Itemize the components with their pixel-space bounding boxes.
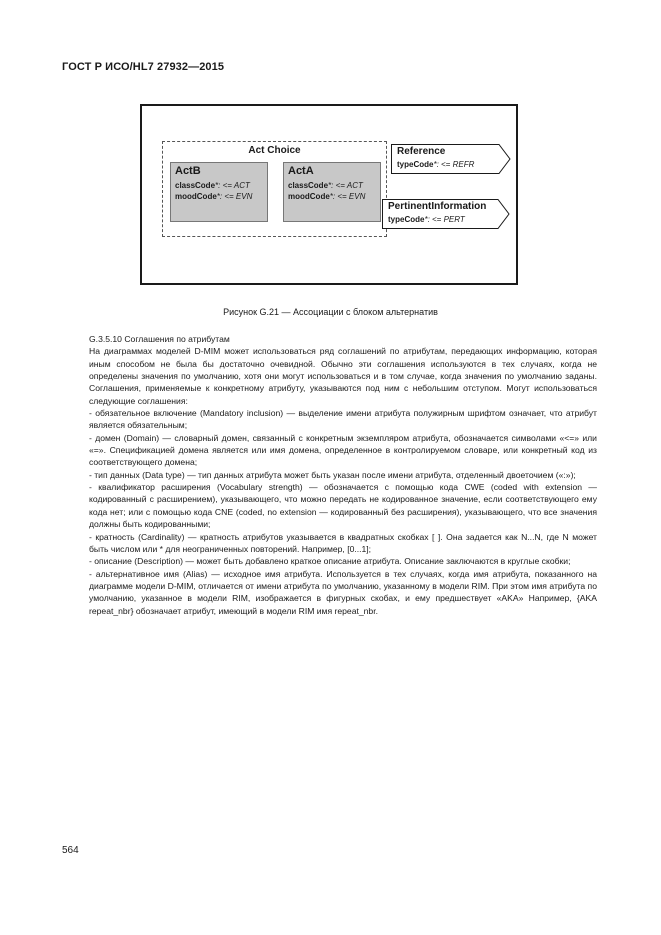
paragraph: - домен (Domain) — словарный домен, связанный с конкретным экземпляром атрибута, обозначается символами «<=» или «=». Спецификацией домена является или имя домена, определенное в контролируемом словаре, или конкретный код из соответствующего домена; — [89, 432, 597, 468]
body-text — [89, 333, 597, 617]
paragraph: - альтернативное имя (Alias) — исходное имя атрибута. Используется в тех случаях, когда имя атрибута, показанного на диаграмме модели D-MIM, отличается от имени атрибута по умолчанию, указанному в модели RIM. При этом имя атрибута по умолчанию, указанное в модели RIM, изображается в фигурных скобах, и ему предшествует «AKA» Например, {AKA repeat_nbr} обозначает атрибут, имеющий в модели RIM имя repeat_nbr. — [89, 568, 597, 616]
acta-classcode: classCode*: <= ACT — [288, 181, 363, 190]
paragraph: На диаграммах моделей D-MIM может использоваться ряд соглашений по атрибутам, передающих информацию, которая иным способом не была бы достаточно очевидной. Обычно эти соглашения используются в тех случаях, когда не определены значения по умолчанию, хотя они могут использоваться и в том случае, когда значения по умолчанию заданы. Соглашения, применяемые к конкретному атрибуту, указываются под ним с небольшим отступом. Могут использоваться следующие соглашения: — [89, 346, 597, 406]
figure-caption: Рисунок G.21 — Ассоциации с блоком альтернатив — [223, 307, 438, 317]
act-choice-box — [162, 141, 387, 237]
section-heading: G.3.5.10 Соглашения по атрибутам — [89, 334, 230, 344]
pertinent-name: PertinentInformation — [388, 201, 487, 212]
acta-name: ActA — [288, 165, 314, 177]
actb-classcode: classCode*: <= ACT — [175, 181, 250, 190]
page-number: 564 — [62, 845, 79, 856]
paragraph: - кратность (Cardinality) — кратность атрибутов указывается в квадратных скобках [ ]. Она задается как N...N, где N может быть числом или * для неограниченных повторений. Например, [0...1]; — [89, 531, 597, 554]
reference-typecode: typeCode*: <= REFR — [397, 160, 475, 169]
acta-moodcode: moodCode*: <= EVN — [288, 192, 366, 201]
reference-name: Reference — [397, 146, 446, 157]
document-header: ГОСТ Р ИСО/HL7 27932—2015 — [62, 61, 225, 73]
paragraph: - описание (Description) — может быть добавлено краткое описание атрибута. Описание заключаются в круглые скобки; — [89, 556, 571, 567]
pertinent-information-arrow — [382, 199, 510, 229]
pertinent-typecode: typeCode*: <= PERT — [388, 215, 465, 224]
figure-diagram — [140, 104, 518, 285]
paragraph: - тип данных (Data type) — тип данных атрибута может быть указан после имени атрибута, отделенный двоеточием («:»); — [89, 469, 576, 480]
acta-class-box — [283, 162, 381, 222]
actb-moodcode: moodCode*: <= EVN — [175, 192, 253, 201]
actb-name: ActB — [175, 165, 201, 177]
paragraph: - квалификатор расширения (Vocabulary strength) — обозначается с помощью кода CWE (coded with extension — кодированный с расширением), указывающего, что можно передать не кодированное значение, если соответствующего ему кода нет; или с помощью кода CNE (coded, no extension — кодированный без расширения), указывающего, что все значения должны быть кодированными; — [89, 482, 597, 530]
paragraph: - обязательное включение (Mandatory inclusion) — выделение имени атрибута полужирным шрифтом означает, что атрибут является обязательным; — [89, 408, 597, 431]
act-choice-title: Act Choice — [248, 145, 301, 156]
reference-arrow — [391, 144, 511, 174]
actb-class-box — [170, 162, 268, 222]
